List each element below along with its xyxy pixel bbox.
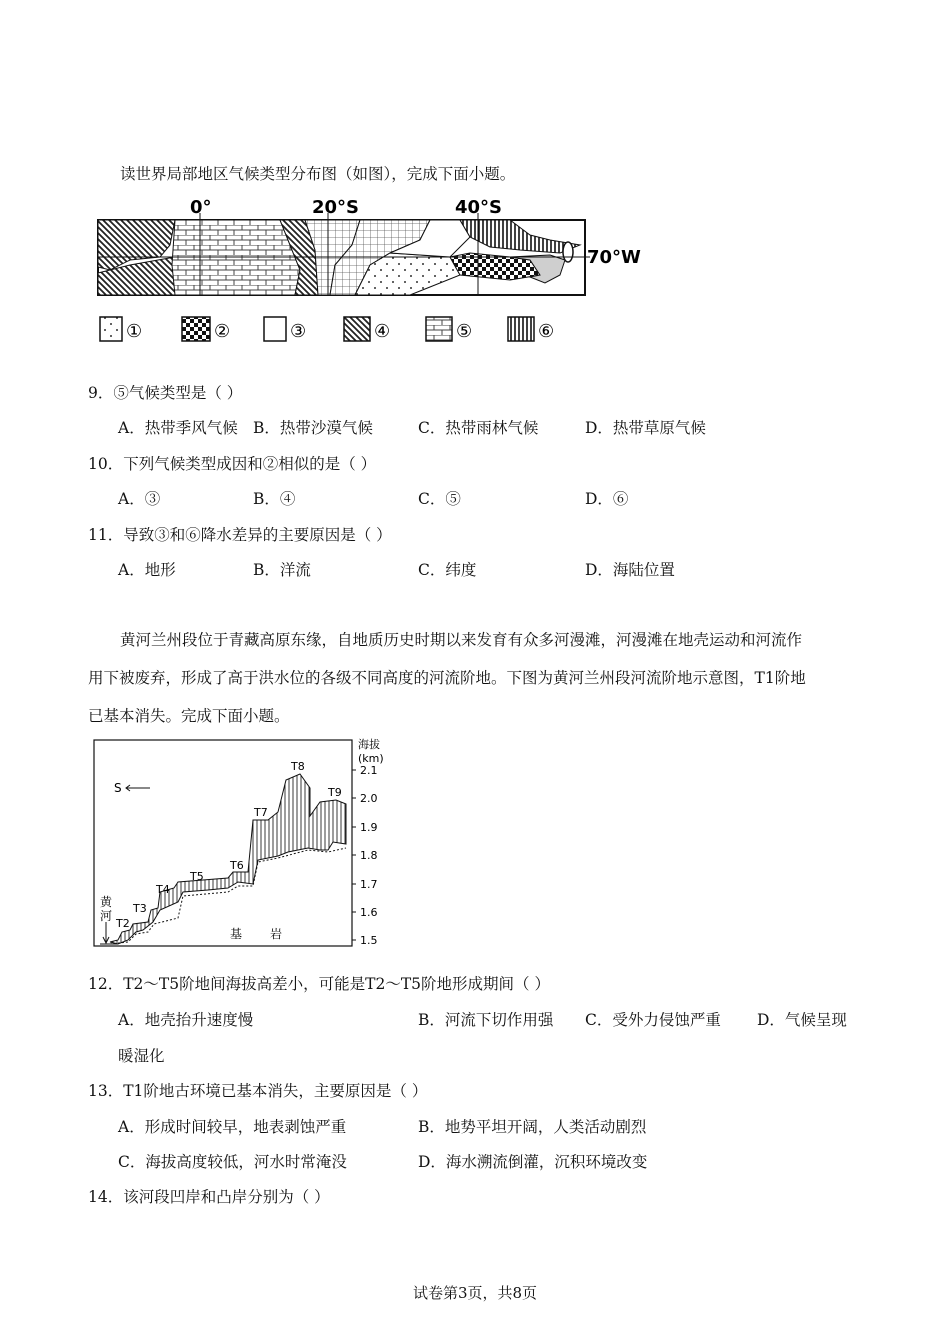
terrace-t5: T5 — [190, 870, 204, 883]
q12-option-d[interactable]: D．气候呈现 — [757, 1011, 847, 1029]
page-footer: 试卷第3页，共8页 — [412, 1284, 538, 1302]
tick-1.8: 1.8 — [360, 849, 378, 862]
q13-option-d[interactable]: D．海水溯流倒灌，沉积环境改变 — [418, 1153, 648, 1171]
q12-option-c[interactable]: C．受外力侵蚀严重 — [585, 1011, 721, 1029]
q10-option-a[interactable]: A．③ — [118, 490, 161, 508]
q9-option-a[interactable]: A．热带季风气候 — [118, 419, 238, 437]
lat-label-20s: 20°S — [312, 197, 360, 218]
question-13: 13．T1阶地古环境已基本消失，主要原因是（ ） — [88, 1082, 428, 1100]
bedrock-label-1: 基 — [230, 927, 243, 941]
q10-option-c[interactable]: C．⑤ — [418, 490, 461, 508]
q12-option-b[interactable]: B．河流下切作用强 — [418, 1011, 554, 1029]
legend-label-1: ① — [126, 321, 143, 342]
question-14: 14．该河段凹岸和凸岸分别为（ ） — [88, 1188, 330, 1206]
terrace-t6: T6 — [230, 859, 244, 872]
climate-map — [90, 195, 650, 355]
q9-option-c[interactable]: C．热带雨林气候 — [418, 419, 539, 437]
direction-label: S — [114, 781, 122, 795]
tick-2.1: 2.1 — [360, 764, 378, 777]
question-11: 11．导致③和⑥降水差异的主要原因是（ ） — [88, 526, 392, 544]
question-12: 12．T2～T5阶地间海拔高差小，可能是T2～T5阶地形成期间（ ） — [88, 975, 550, 993]
legend-label-4: ④ — [374, 321, 391, 342]
tick-1.6: 1.6 — [360, 906, 378, 919]
tick-1.9: 1.9 — [360, 821, 378, 834]
q11-option-c[interactable]: C．纬度 — [418, 561, 477, 579]
legend-label-5: ⑤ — [456, 321, 473, 342]
terrace-diagram — [88, 732, 398, 952]
bedrock-label-2: 岩 — [270, 927, 283, 941]
question-9: 9．⑤气候类型是（ ） — [88, 384, 243, 402]
lat-label-40s: 40°S — [455, 197, 503, 218]
legend-label-6: ⑥ — [538, 321, 555, 342]
intro-text-2-line2: 用下被废弃，形成了高于洪水位的各级不同高度的河流阶地。下图为黄河兰州段河流阶地示意图，T1阶地 — [88, 669, 806, 687]
terrace-t8: T8 — [291, 760, 305, 773]
legend-label-2: ② — [214, 321, 231, 342]
q11-option-a[interactable]: A．地形 — [118, 561, 176, 579]
terrace-t2: T2 — [116, 917, 130, 930]
intro-text-2-line3: 已基本消失。完成下面小题。 — [88, 707, 290, 725]
terrace-t7: T7 — [254, 806, 268, 819]
river-label-2: 河 — [100, 909, 113, 923]
axis-title-2: (km) — [358, 752, 384, 765]
terrace-t9: T9 — [328, 786, 342, 799]
q12-option-d-continuation: 暖湿化 — [118, 1047, 165, 1065]
tick-2.0: 2.0 — [360, 792, 378, 805]
legend — [100, 317, 554, 342]
q9-option-d[interactable]: D．热带草原气候 — [585, 419, 706, 437]
q9-option-b[interactable]: B．热带沙漠气候 — [253, 419, 373, 437]
tick-1.5: 1.5 — [360, 934, 378, 947]
q12-option-a[interactable]: A．地壳抬升速度慢 — [118, 1011, 254, 1029]
tick-1.7: 1.7 — [360, 878, 378, 891]
q10-option-b[interactable]: B．④ — [253, 490, 296, 508]
q11-option-b[interactable]: B．洋流 — [253, 561, 311, 579]
lon-label-70w: 70°W — [587, 247, 641, 268]
question-10: 10．下列气候类型成因和②相似的是（ ） — [88, 455, 377, 473]
legend-label-3: ③ — [290, 321, 307, 342]
river-label-1: 黄 — [100, 895, 113, 909]
lat-label-0: 0° — [190, 197, 212, 218]
q11-option-d[interactable]: D．海陆位置 — [585, 561, 675, 579]
axis-title-1: 海拔 — [358, 738, 380, 751]
terrace-t4: T4 — [156, 883, 170, 896]
intro-text-2-line1: 黄河兰州段位于青藏高原东缘，自地质历史时期以来发育有众多河漫滩，河漫滩在地壳运动和河流作 — [120, 631, 803, 649]
q13-option-c[interactable]: C．海拔高度较低，河水时常淹没 — [118, 1153, 347, 1171]
terrace-t3: T3 — [133, 902, 147, 915]
intro-text-1: 读世界局部地区气候类型分布图（如图），完成下面小题。 — [120, 165, 516, 183]
q13-option-b[interactable]: B．地势平坦开阔，人类活动剧烈 — [418, 1118, 647, 1136]
q13-option-a[interactable]: A．形成时间较早，地表剥蚀严重 — [118, 1118, 347, 1136]
q10-option-d[interactable]: D．⑥ — [585, 490, 629, 508]
